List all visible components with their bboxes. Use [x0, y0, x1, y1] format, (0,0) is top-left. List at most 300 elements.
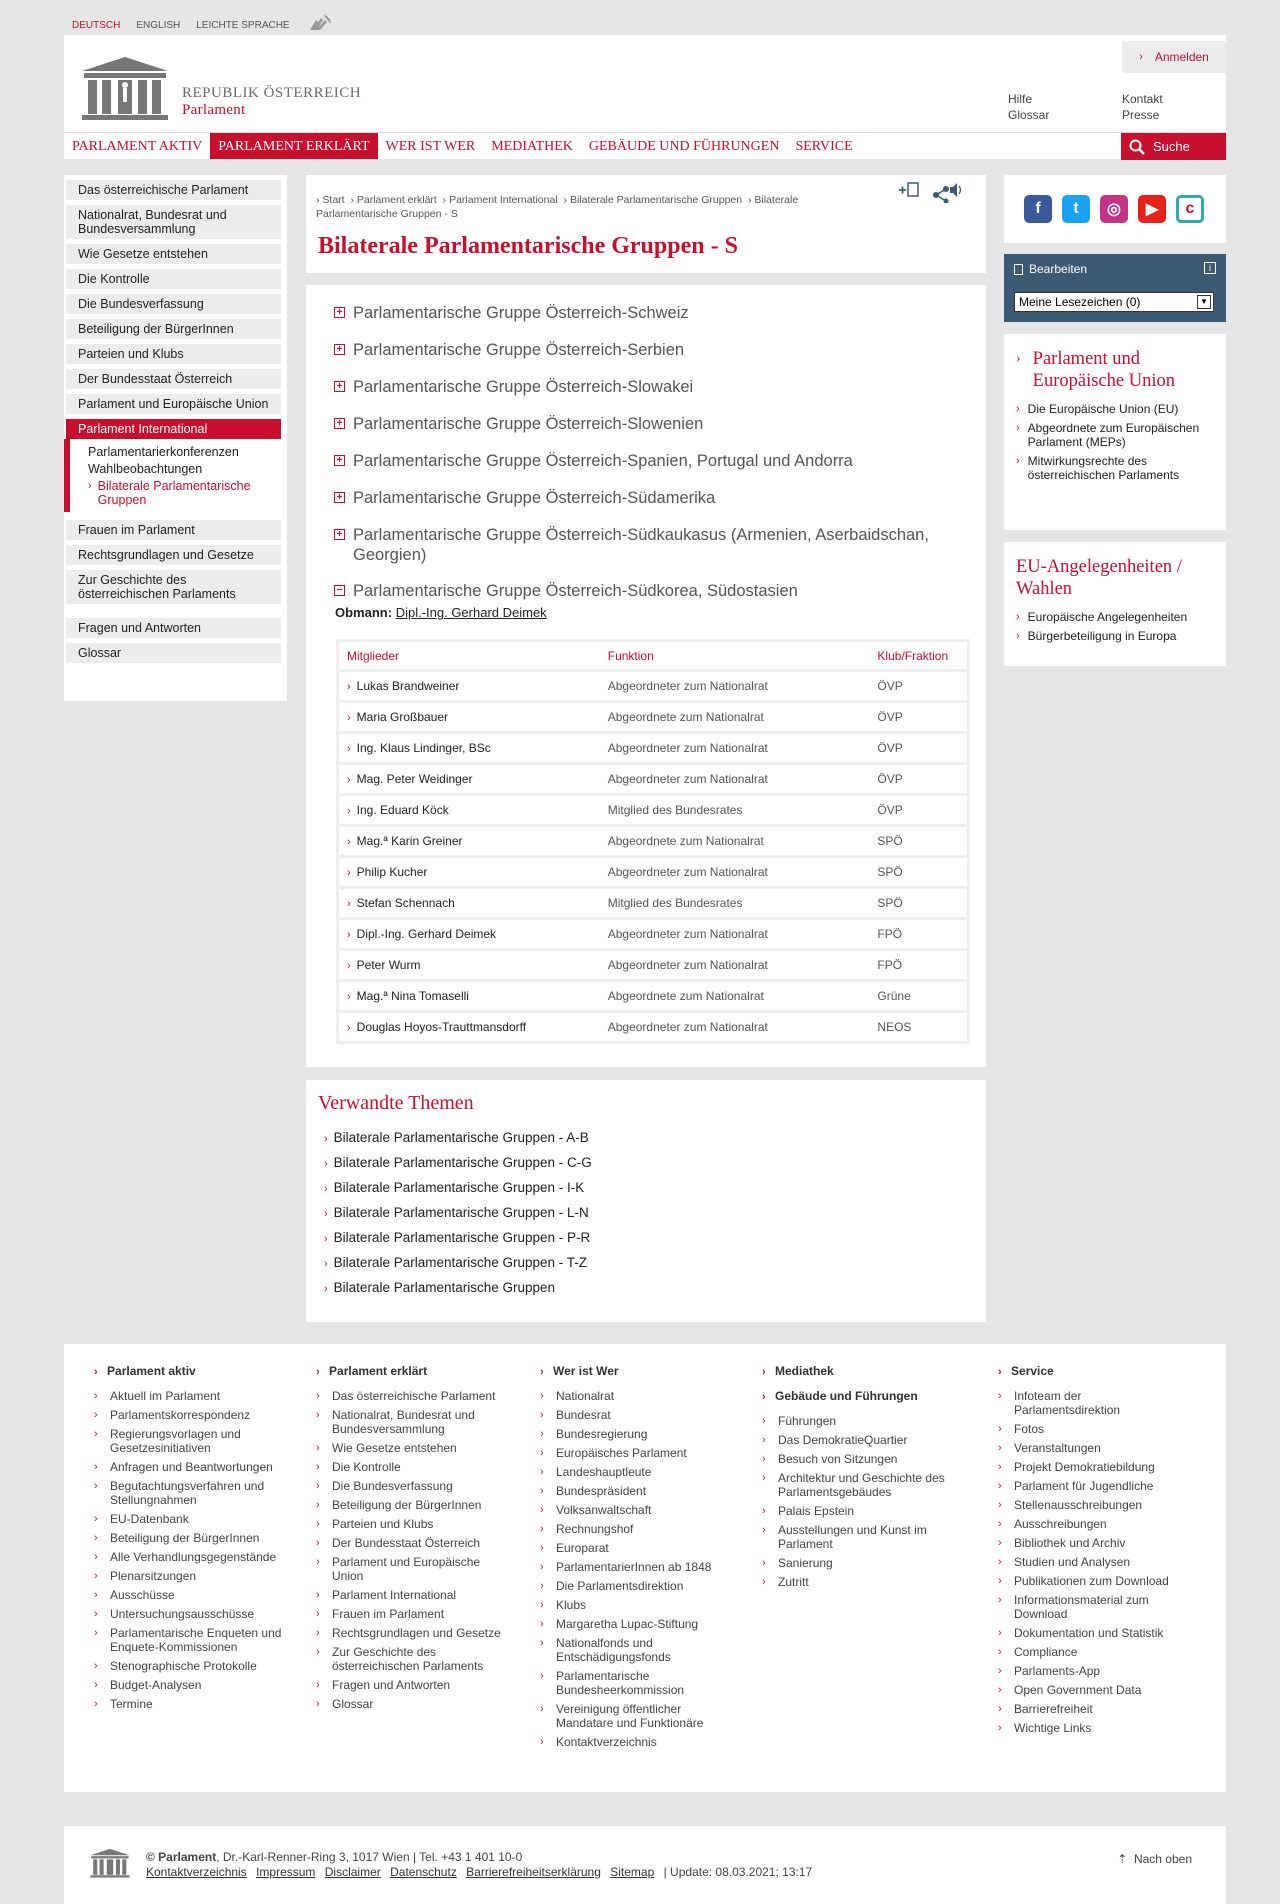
- footer-link[interactable]: › Ausschüsse: [94, 1588, 175, 1602]
- table-row: [339, 793, 967, 824]
- bottom-bar: [64, 1826, 1226, 1904]
- leftnav-item[interactable]: Wie Gesetze entstehen: [66, 244, 281, 264]
- footer-link[interactable]: › Glossar: [316, 1697, 374, 1711]
- leftnav-submenu: [64, 439, 281, 512]
- eu-affairs-link[interactable]: › Bürgerbeteiligung in Europa: [1016, 629, 1177, 643]
- footer-link[interactable]: › Kontaktverzeichnis: [540, 1735, 657, 1749]
- table-body: [339, 669, 967, 1041]
- footer-link[interactable]: › Das österreichische Parlament: [316, 1389, 496, 1403]
- related-link[interactable]: › Bilaterale Parlamentarische Gruppen - I-K: [324, 1180, 585, 1195]
- member-name[interactable]: › Lukas Brandweiner: [347, 679, 460, 693]
- leftnav-item[interactable]: Beteiligung der BürgerInnen: [66, 319, 281, 339]
- footer-link[interactable]: › Parteien und Klubs: [316, 1517, 434, 1531]
- chevron-right-icon: ›: [998, 1665, 1002, 1677]
- member-name[interactable]: › Peter Wurm: [347, 958, 421, 972]
- chevron-right-icon: ›: [316, 1679, 320, 1691]
- chevron-right-icon: ›: [540, 1561, 544, 1573]
- footer-link[interactable]: › Bundesrat: [540, 1408, 611, 1422]
- footer-link[interactable]: › Nationalrat: [540, 1389, 615, 1403]
- member-function: Abgeordneter zum Nationalrat: [607, 772, 768, 786]
- edit-label: Bearbeiten: [1029, 262, 1088, 276]
- footer-link[interactable]: › Europäisches Parlament: [540, 1446, 687, 1460]
- language-bar: [72, 14, 332, 37]
- footer-link[interactable]: › Palais Epstein: [762, 1504, 855, 1518]
- brand-line-2: Parlament: [182, 102, 246, 118]
- leftnav-item-active[interactable]: Parlament International: [66, 419, 281, 439]
- footer-link[interactable]: › Nationalfonds und Entschädigungsfonds: [540, 1636, 671, 1664]
- eu-box-link[interactable]: › Abgeordnete zum Europäischen Parlament (MEPs): [1016, 421, 1200, 449]
- footer-link[interactable]: › Aktuell im Parlament: [94, 1389, 221, 1403]
- chevron-right-icon: ›: [316, 1627, 320, 1639]
- chevron-right-icon: ›: [998, 1684, 1002, 1696]
- leftnav-subitem[interactable]: Parlamentarierkonferenzen: [88, 445, 239, 459]
- chevron-right-icon: ›: [762, 1453, 766, 1465]
- chevron-right-icon: ›: [316, 1698, 320, 1710]
- footer-link[interactable]: › Margaretha Lupac-Stiftung: [540, 1617, 699, 1631]
- footer-link[interactable]: › Volksanwaltschaft: [540, 1503, 652, 1517]
- page-title: Bilaterale Parlamentarische Gruppen - S: [318, 233, 738, 259]
- member-function: Abgeordneter zum Nationalrat: [607, 679, 768, 693]
- member-name[interactable]: › Philip Kucher: [347, 865, 428, 879]
- footer-link[interactable]: › Sanierung: [762, 1556, 833, 1570]
- group-label: Parlamentarische Gruppe Österreich-Serbien: [353, 341, 685, 359]
- footer: [64, 1344, 1226, 1792]
- member-function: Abgeordneter zum Nationalrat: [607, 927, 768, 941]
- chevron-right-icon: ›: [540, 1523, 544, 1535]
- bottom-link[interactable]: Kontaktverzeichnis: [146, 1865, 247, 1879]
- footer-link[interactable]: › Das DemokratieQuartier: [762, 1433, 908, 1447]
- parliament-logo-icon: [80, 55, 170, 121]
- leftnav-item[interactable]: Die Bundesverfassung: [66, 294, 281, 314]
- member-function: Abgeordneter zum Nationalrat: [607, 958, 768, 972]
- footer-link[interactable]: › Europarat: [540, 1541, 609, 1555]
- footer-heading[interactable]: › Mediathek: [762, 1364, 834, 1378]
- chevron-right-icon: ›: [316, 1537, 320, 1549]
- leftnav-subitem[interactable]: Wahlbeobachtungen: [88, 462, 203, 476]
- member-name[interactable]: › Douglas Hoyos-Trauttmansdorff: [347, 1020, 527, 1034]
- footer-link[interactable]: › Rechnungshof: [540, 1522, 634, 1536]
- chevron-right-icon: ›: [998, 1423, 1002, 1435]
- table-row: [339, 948, 967, 979]
- related-link[interactable]: › Bilaterale Parlamentarische Gruppen: [324, 1280, 556, 1295]
- chevron-right-icon: ›: [540, 1580, 544, 1592]
- footer-link[interactable]: › Landeshauptleute: [540, 1465, 652, 1479]
- table-row: [339, 886, 967, 917]
- footer-link[interactable]: › Parlament International: [316, 1588, 457, 1602]
- footer-link[interactable]: › Die Bundesverfassung: [316, 1479, 453, 1493]
- member-name[interactable]: › Stefan Schennach: [347, 896, 455, 910]
- footer-link[interactable]: › Parlament für Jugendliche: [998, 1479, 1154, 1493]
- chevron-right-icon: ›: [762, 1415, 766, 1427]
- eu-box-link[interactable]: › Mitwirkungsrechte des österreichischen Parlaments: [1016, 454, 1180, 482]
- back-to-top[interactable]: [1117, 1852, 1192, 1866]
- chevron-right-icon: ›: [316, 1608, 320, 1620]
- chevron-right-icon: ›: [347, 805, 351, 817]
- member-club: SPÖ: [877, 865, 903, 879]
- eu-affairs-link[interactable]: › Europäische Angelegenheiten: [1016, 610, 1188, 624]
- group-toggle[interactable]: [334, 303, 689, 323]
- footer-heading[interactable]: › Wer ist Wer: [540, 1364, 619, 1378]
- chevron-right-icon: ›: [94, 1461, 98, 1473]
- page-tools: [898, 181, 964, 203]
- leftnav-item[interactable]: Rechtsgrundlagen und Gesetze: [66, 545, 281, 565]
- chevron-right-icon: ›: [998, 1594, 1002, 1606]
- site-header: [64, 35, 1226, 159]
- related-link[interactable]: › Bilaterale Parlamentarische Gruppen - A-B: [324, 1130, 589, 1145]
- org-name: © Parlament: [146, 1850, 217, 1864]
- collapse-icon: −: [334, 585, 345, 596]
- obmann: [335, 605, 547, 620]
- nav-parlament-erklaert[interactable]: PARLAMENT ERKLÄRT: [210, 133, 377, 159]
- footer-link[interactable]: › Die Kontrolle: [316, 1460, 401, 1474]
- footer-link[interactable]: › Alle Verhandlungsgegenstände: [94, 1550, 277, 1564]
- add-bookmark-icon[interactable]: [898, 181, 920, 199]
- footer-link[interactable]: › Rechtsgrundlagen und Gesetze: [316, 1626, 501, 1640]
- chevron-right-icon: ›: [324, 1133, 328, 1145]
- chevron-right-icon: ›: [1016, 351, 1021, 366]
- chevron-right-icon: ›: [94, 1513, 98, 1525]
- chevron-right-icon: ›: [762, 1576, 766, 1588]
- table-row: [339, 824, 967, 855]
- parliament-app-icon[interactable]: c: [1176, 195, 1204, 223]
- leftnav-item[interactable]: Parlament und Europäische Union: [66, 394, 281, 414]
- footer-link[interactable]: › Untersuchungsausschüsse: [94, 1607, 255, 1621]
- chevron-right-icon: ›: [94, 1428, 98, 1440]
- chevron-right-icon: ›: [998, 1390, 1002, 1402]
- page-header: [306, 175, 986, 273]
- chevron-right-icon: ›: [94, 1660, 98, 1672]
- footer-heading[interactable]: › Service: [998, 1364, 1054, 1378]
- service-links: [1008, 92, 1222, 122]
- footer-column: [316, 1364, 506, 1716]
- chevron-right-icon: ›: [540, 1390, 544, 1402]
- member-name[interactable]: › Maria Großbauer: [347, 710, 449, 724]
- footer-link[interactable]: › Ausschreibungen: [998, 1517, 1107, 1531]
- login-button[interactable]: [1122, 41, 1226, 73]
- main-nav: [64, 132, 1226, 159]
- lang-english[interactable]: ENGLISH: [136, 20, 181, 31]
- col-header[interactable]: Funktion: [607, 648, 654, 663]
- leftnav-item[interactable]: Glossar: [66, 643, 281, 663]
- member-club: Grüne: [877, 989, 911, 1003]
- footer-link[interactable]: › Open Government Data: [998, 1683, 1142, 1697]
- table-row: [339, 855, 967, 886]
- chevron-right-icon: ›: [998, 1499, 1002, 1511]
- footer-link[interactable]: › Besuch von Sitzungen: [762, 1452, 898, 1466]
- expand-icon: +: [334, 529, 345, 540]
- footer-link[interactable]: › Fotos: [998, 1422, 1045, 1436]
- back-to-top-label: Nach oben: [1133, 1852, 1192, 1866]
- leftnav-item[interactable]: Fragen und Antworten: [66, 618, 281, 638]
- chevron-right-icon: ›: [324, 1208, 328, 1220]
- group-label: Parlamentarische Gruppe Österreich-Slowakei: [353, 378, 694, 396]
- facebook-icon[interactable]: f: [1024, 195, 1052, 223]
- link-kontakt[interactable]: Kontakt: [1122, 92, 1163, 106]
- breadcrumb: [316, 193, 876, 221]
- member-name[interactable]: › Mag.ª Nina Tomaselli: [347, 989, 469, 1003]
- link-glossar[interactable]: Glossar: [1008, 108, 1050, 122]
- footer-link[interactable]: › Compliance: [998, 1645, 1078, 1659]
- footer-link[interactable]: › Anfragen und Beantwortungen: [94, 1460, 273, 1474]
- footer-column: [998, 1364, 1188, 1740]
- footer-heading[interactable]: › Parlament erklärt: [316, 1364, 428, 1378]
- footer-link[interactable]: › Stenographische Protokolle: [94, 1659, 257, 1673]
- member-club: SPÖ: [877, 896, 903, 910]
- chevron-right-icon: ›: [998, 1575, 1002, 1587]
- footer-link[interactable]: › Dokumentation und Statistik: [998, 1626, 1164, 1640]
- chevron-right-icon: ›: [998, 1442, 1002, 1454]
- sign-language-icon[interactable]: [306, 14, 332, 37]
- member-function: Abgeordnete zum Nationalrat: [607, 834, 764, 848]
- footer-link[interactable]: › Veranstaltungen: [998, 1441, 1101, 1455]
- chevron-right-icon: ›: [540, 1504, 544, 1516]
- bottom-link[interactable]: Impressum: [256, 1865, 316, 1879]
- footer-link[interactable]: › Wie Gesetze entstehen: [316, 1441, 457, 1455]
- chevron-right-icon: ›: [324, 1233, 328, 1245]
- bottom-link[interactable]: Barrierefreiheitserklärung: [466, 1865, 601, 1879]
- table-row: [339, 762, 967, 793]
- breadcrumb-item[interactable]: › Parlament erklärt: [350, 194, 437, 206]
- footer-link[interactable]: › Nationalrat, Bundesrat und Bundesversammlung: [316, 1408, 475, 1436]
- group-toggle[interactable]: [334, 525, 954, 565]
- footer-link[interactable]: › Architektur und Geschichte des Parlamentsgebäudes: [762, 1471, 945, 1499]
- chevron-right-icon: ›: [316, 1556, 320, 1568]
- leftnav-item[interactable]: Das österreichische Parlament: [66, 180, 281, 200]
- nav-service[interactable]: SERVICE: [795, 139, 853, 154]
- footer-link[interactable]: › Zutritt: [762, 1575, 809, 1589]
- leftnav-item[interactable]: Die Kontrolle: [66, 269, 281, 289]
- footer-link[interactable]: › Parlaments-App: [998, 1664, 1101, 1678]
- member-function: Abgeordneter zum Nationalrat: [607, 1020, 768, 1034]
- expand-icon: +: [334, 455, 345, 466]
- footer-link[interactable]: › Parlament und Europäische Union: [316, 1555, 481, 1583]
- breadcrumb-item[interactable]: › Start: [316, 194, 345, 206]
- edit-toggle[interactable]: [1014, 262, 1087, 276]
- lang-easy[interactable]: LEICHTE SPRACHE: [196, 20, 290, 31]
- parliament-logo-icon: [88, 1848, 132, 1878]
- chevron-right-icon: ›: [347, 712, 351, 724]
- chevron-right-icon: ›: [540, 1409, 544, 1421]
- footer-link[interactable]: › EU-Datenbank: [94, 1512, 189, 1526]
- chevron-right-icon: ›: [94, 1698, 98, 1710]
- youtube-icon[interactable]: ▶: [1138, 195, 1166, 223]
- chevron-right-icon: ›: [998, 1646, 1002, 1658]
- footer-link[interactable]: › Studien und Analysen: [998, 1555, 1131, 1569]
- footer-link[interactable]: › Klubs: [540, 1598, 587, 1612]
- nav-parlament-aktiv[interactable]: PARLAMENT AKTIV: [72, 139, 203, 154]
- nav-mediathek[interactable]: MEDIATHEK: [491, 139, 573, 154]
- footer-link[interactable]: › Parlamentskorrespondenz: [94, 1408, 251, 1422]
- chevron-right-icon: ›: [1139, 51, 1143, 63]
- leftnav-item[interactable]: Nationalrat, Bundesrat und Bundesversammlung: [66, 205, 281, 239]
- group-label: Parlamentarische Gruppe Österreich-Spanien, Portugal und Andorra: [353, 452, 853, 470]
- twitter-icon[interactable]: t: [1062, 195, 1090, 223]
- footer-heading[interactable]: › Gebäude und Führungen: [762, 1389, 918, 1403]
- group-toggle[interactable]: [334, 340, 684, 360]
- footer-link[interactable]: › Führungen: [762, 1414, 837, 1428]
- footer-link[interactable]: › Informationsmaterial zum Download: [998, 1593, 1149, 1621]
- chevron-right-icon: ›: [94, 1627, 98, 1639]
- group-toggle[interactable]: [334, 414, 703, 434]
- footer-link[interactable]: › Bundespräsident: [540, 1484, 647, 1498]
- leftnav-subitem-current[interactable]: [88, 479, 281, 507]
- member-club: FPÖ: [877, 958, 903, 972]
- member-club: SPÖ: [877, 834, 903, 848]
- edit-panel: [1004, 254, 1226, 322]
- update-date: | Update: 08.03.2021; 13:17: [663, 1865, 813, 1879]
- footer-link[interactable]: › Bibliothek und Archiv: [998, 1536, 1126, 1550]
- table-row: [339, 700, 967, 731]
- leftnav-item[interactable]: Parteien und Klubs: [66, 344, 281, 364]
- group-toggle[interactable]: [334, 488, 715, 508]
- footer-link[interactable]: › Begutachtungsverfahren und Stellungnahmen: [94, 1479, 265, 1507]
- chevron-right-icon: ›: [540, 1599, 544, 1611]
- footer-link[interactable]: › Termine: [94, 1697, 153, 1711]
- footer-link[interactable]: › Beteiligung der BürgerInnen: [94, 1531, 260, 1545]
- address: , Dr.-Karl-Renner-Ring 3, 1017 Wien | Tel. +43 1 401 10-0: [216, 1850, 523, 1864]
- eu-box-link[interactable]: › Die Europäische Union (EU): [1016, 402, 1179, 416]
- table-row: [339, 979, 967, 1010]
- expand-icon: +: [334, 492, 345, 503]
- col-header[interactable]: Mitglieder: [347, 648, 400, 663]
- related-link[interactable]: › Bilaterale Parlamentarische Gruppen - T-Z: [324, 1255, 588, 1270]
- chevron-right-icon: ›: [94, 1409, 98, 1421]
- lang-german[interactable]: DEUTSCH: [72, 20, 121, 31]
- obmann-label: Obmann:: [335, 605, 393, 620]
- chevron-right-icon: ›: [998, 1556, 1002, 1568]
- main-content: [306, 285, 986, 1067]
- related-link[interactable]: › Bilaterale Parlamentarische Gruppen - P-R: [324, 1230, 591, 1245]
- footer-heading[interactable]: › Parlament aktiv: [94, 1364, 196, 1378]
- chevron-right-icon: ›: [347, 681, 351, 693]
- footer-link[interactable]: › Bundesregierung: [540, 1427, 648, 1441]
- member-function: Abgeordneter zum Nationalrat: [607, 865, 768, 879]
- chevron-right-icon: ›: [316, 1499, 320, 1511]
- chevron-right-icon: ›: [316, 1390, 320, 1402]
- chevron-right-icon: ›: [94, 1551, 98, 1563]
- chevron-right-icon: ›: [998, 1518, 1002, 1530]
- leftnav-item[interactable]: Frauen im Parlament: [66, 520, 281, 540]
- info-icon[interactable]: i: [1204, 262, 1216, 274]
- chevron-right-icon: ›: [347, 867, 351, 879]
- chevron-right-icon: ›: [540, 1466, 544, 1478]
- logo[interactable]: [80, 55, 361, 121]
- chevron-right-icon: ›: [324, 1283, 328, 1295]
- group-toggle[interactable]: [334, 451, 853, 471]
- leftnav-item[interactable]: Zur Geschichte des österreichischen Parlaments: [66, 570, 281, 604]
- obmann-link[interactable]: Dipl.-Ing. Gerhard Deimek: [395, 605, 547, 620]
- chevron-right-icon: ›: [540, 1703, 544, 1715]
- expand-icon: +: [334, 307, 345, 318]
- chevron-right-icon: ›: [316, 1480, 320, 1492]
- chevron-right-icon: ›: [94, 1608, 98, 1620]
- footer-link[interactable]: › Die Parlamentsdirektion: [540, 1579, 684, 1593]
- member-name[interactable]: › Mag.ª Karin Greiner: [347, 834, 463, 848]
- related-link[interactable]: › Bilaterale Parlamentarische Gruppen - C-G: [324, 1155, 592, 1170]
- footer-link[interactable]: › ParlamentarierInnen ab 1848: [540, 1560, 712, 1574]
- footer-link[interactable]: › Parlamentarische Enqueten und Enquete-Kommissionen: [94, 1626, 282, 1654]
- group-label: Parlamentarische Gruppe Österreich-Südkorea, Südostasien: [353, 582, 798, 600]
- footer-link[interactable]: › Wichtige Links: [998, 1721, 1092, 1735]
- chevron-right-icon: ›: [324, 1158, 328, 1170]
- table-row: [339, 731, 967, 762]
- chevron-right-icon: ›: [762, 1472, 766, 1484]
- member-name[interactable]: › Mag. Peter Weidinger: [347, 772, 473, 786]
- brand-line-1: REPUBLIK ÖSTERREICH: [182, 85, 362, 101]
- footer-link[interactable]: › Budget-Analysen: [94, 1678, 202, 1692]
- footer-column: [762, 1364, 952, 1594]
- table-header: [339, 642, 967, 669]
- nav-wer-ist-wer[interactable]: WER IST WER: [385, 139, 476, 154]
- link-presse[interactable]: Presse: [1122, 108, 1160, 122]
- footer-link[interactable]: › Infoteam der Parlamentsdirektion: [998, 1389, 1121, 1417]
- chevron-right-icon: ›: [347, 960, 351, 972]
- group-label: Parlamentarische Gruppe Österreich-Südkaukasus (Armenien, Aserbaidschan, Georgien): [353, 526, 929, 564]
- chevron-right-icon: ›: [540, 1447, 544, 1459]
- footer-link[interactable]: › Stellenausschreibungen: [998, 1498, 1143, 1512]
- member-club: ÖVP: [877, 741, 903, 755]
- share-icon[interactable]: [932, 181, 964, 203]
- member-function: Mitglied des Bundesrates: [607, 896, 743, 910]
- bottom-link[interactable]: Disclaimer: [324, 1865, 381, 1879]
- breadcrumb-item[interactable]: › Bilaterale Parlamentarische Gruppen: [563, 194, 743, 206]
- nav-gebaeude[interactable]: GEBÄUDE UND FÜHRUNGEN: [588, 139, 780, 154]
- member-function: Mitglied des Bundesrates: [607, 803, 743, 817]
- search-button[interactable]: [1121, 133, 1226, 160]
- footer-link[interactable]: › Barrierefreiheit: [998, 1702, 1093, 1716]
- footer-link[interactable]: › Publikationen zum Download: [998, 1574, 1169, 1588]
- bottom-link[interactable]: Sitemap: [610, 1865, 655, 1879]
- footer-link[interactable]: › Fragen und Antworten: [316, 1678, 451, 1692]
- imprint: [146, 1850, 812, 1880]
- chevron-right-icon: ›: [540, 1485, 544, 1497]
- chevron-right-icon: ›: [540, 1542, 544, 1554]
- footer-link[interactable]: › Beteiligung der BürgerInnen: [316, 1498, 482, 1512]
- dropdown-arrow-icon: ▼: [1197, 295, 1211, 309]
- member-name[interactable]: › Dipl.-Ing. Gerhard Deimek: [347, 927, 497, 941]
- member-name[interactable]: › Ing. Eduard Köck: [347, 803, 449, 817]
- group-toggle-open[interactable]: [334, 581, 798, 601]
- footer-link[interactable]: › Regierungsvorlagen und Gesetzesinitiativen: [94, 1427, 241, 1455]
- chevron-right-icon: ›: [316, 1442, 320, 1454]
- instagram-icon[interactable]: ◎: [1100, 195, 1128, 223]
- leftnav-item[interactable]: Der Bundesstaat Österreich: [66, 369, 281, 389]
- member-name[interactable]: › Ing. Klaus Lindinger, BSc: [347, 741, 491, 755]
- bookmarks-select[interactable]: [1014, 292, 1214, 312]
- footer-link[interactable]: › Der Bundesstaat Österreich: [316, 1536, 481, 1550]
- footer-link[interactable]: › Parlamentarische Bundesheerkommission: [540, 1669, 685, 1697]
- chevron-right-icon: ›: [94, 1480, 98, 1492]
- footer-link[interactable]: › Zur Geschichte des österreichischen Parlaments: [316, 1645, 484, 1673]
- breadcrumb-item[interactable]: › Parlament International: [442, 194, 558, 206]
- footer-link[interactable]: › Plenarsitzungen: [94, 1569, 197, 1583]
- group-toggle[interactable]: [334, 377, 693, 397]
- chevron-right-icon: ›: [762, 1434, 766, 1446]
- footer-link[interactable]: › Projekt Demokratiebildung: [998, 1460, 1155, 1474]
- footer-link[interactable]: › Vereinigung öffentlicher Mandatare und Funktionäre: [540, 1702, 704, 1730]
- col-header[interactable]: Klub/Fraktion: [877, 648, 949, 663]
- footer-link[interactable]: › Frauen im Parlament: [316, 1607, 445, 1621]
- chevron-right-icon: ›: [347, 991, 351, 1003]
- footer-link[interactable]: › Ausstellungen und Kunst im Parlament: [762, 1523, 927, 1551]
- chevron-right-icon: ›: [316, 1409, 320, 1421]
- member-function: Abgeordnete zum Nationalrat: [607, 989, 764, 1003]
- related-link[interactable]: › Bilaterale Parlamentarische Gruppen - L-N: [324, 1205, 589, 1220]
- bookmarks-select-value: Meine Lesezeichen (0): [1019, 295, 1141, 309]
- link-hilfe[interactable]: Hilfe: [1008, 92, 1033, 106]
- bottom-link[interactable]: Datenschutz: [390, 1865, 457, 1879]
- member-function: Abgeordnete zum Nationalrat: [607, 710, 764, 724]
